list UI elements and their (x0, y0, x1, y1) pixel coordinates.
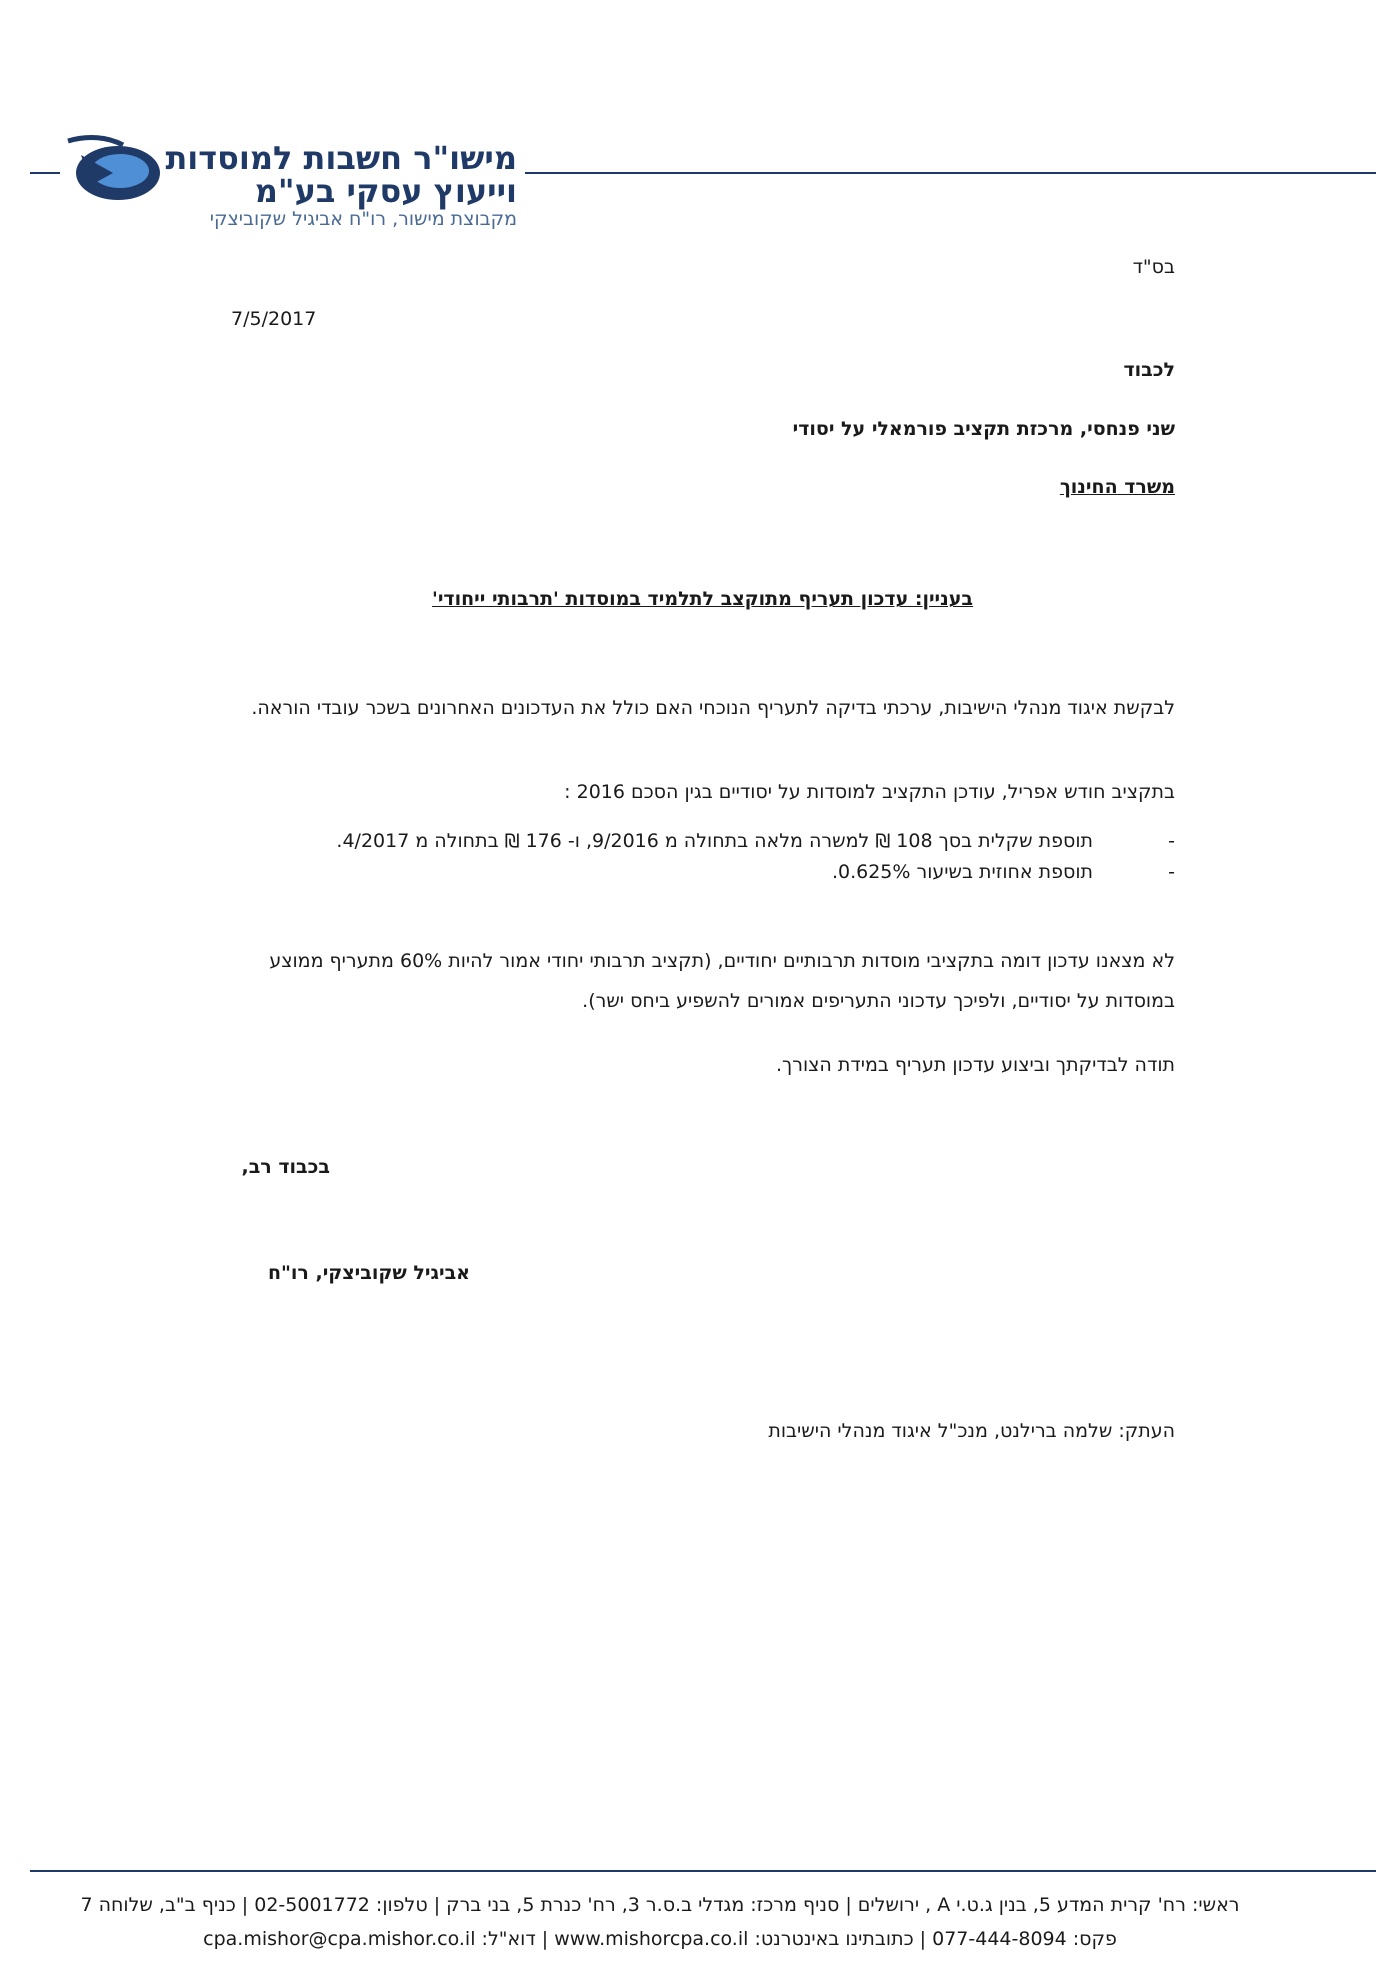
letter-subject: בעניין: עדכון תעריף מתוקצב לתלמיד במוסדות 'תרבותי ייחודי' (432, 588, 973, 610)
company-logo-icon (63, 133, 163, 203)
to-label: לכבוד (1123, 359, 1175, 381)
cc-line: העתק: שלמה ברילנט, מנכ"ל איגוד מנהלי הישיבות (768, 1420, 1175, 1442)
letter-date: 7/5/2017 (231, 308, 317, 330)
recipient-organization: משרד החינוך (1059, 476, 1175, 498)
body-paragraph-3: לא מצאנו עדכון דומה בתקציבי מוסדות תרבותיים יחודיים, (תקציב תרבותי יחודי אמור להיות 60% מתעריף ממוצע במוסדות על יסודיים, ולפיכך עדכוני התעריפים אמורים להשפיע ביחס ישר). (269, 950, 1175, 1012)
bullet-list (230, 826, 1175, 888)
footer-address-line: ראשי: רח' קרית המדע 5, בנין ג.ט.י A , ירושלים | סניף מרכז: מגדלי ב.ס.ר 3, רח' כנרת 5, בני ברק | טלפון: 02-5001772 | כניף ב"ב, שלוחה 7 (80, 1894, 1240, 1916)
bsd-mark: בס"ד (1132, 256, 1175, 278)
footer-contact-line: פקס: 077-444-8094 | כתובתינו באינטרנט: www.mishorcpa.co.il | דוא"ל: cpa.mishor@cpa.mishor.co.il (203, 1928, 1117, 1950)
company-subtitle: מקבוצת מישור, רו"ח אביגיל שקוביצקי (209, 208, 517, 230)
footer-divider (30, 1870, 1376, 1872)
closing-greeting: בכבוד רב, (241, 1156, 330, 1178)
list-item: - תוספת שקלית בסך 108 ₪ למשרה מלאה בתחולה מ 9/2016, ו- 176 ₪ בתחולה מ 4/2017. (230, 826, 1175, 857)
signature-name: אביגיל שקוביצקי, רו"ח (267, 1262, 470, 1284)
company-name-line2: וייעוץ עסקי בע"מ (254, 172, 517, 210)
recipient-name: שני פנחסי, מרכזת תקציב פורמאלי על יסודי (792, 418, 1175, 440)
header-divider (525, 172, 1376, 174)
header-divider-left (30, 172, 60, 174)
company-name-line1: מישו"ר חשבות למוסדות (165, 139, 517, 177)
body-paragraph-2: בתקציב חודש אפריל, עודכן התקציב למוסדות על יסודיים בגין הסכם 2016 : (564, 781, 1175, 803)
list-item: - תוספת אחוזית בשיעור 0.625%. (230, 857, 1175, 888)
body-paragraph-1: לבקשת איגוד מנהלי הישיבות, ערכתי בדיקה לתעריף הנוכחי האם כולל את העדכונים האחרונים בשכר עובדי הוראה. (251, 697, 1175, 719)
body-paragraph-4: תודה לבדיקתך וביצוע עדכון תעריף במידת הצורך. (775, 1054, 1175, 1076)
